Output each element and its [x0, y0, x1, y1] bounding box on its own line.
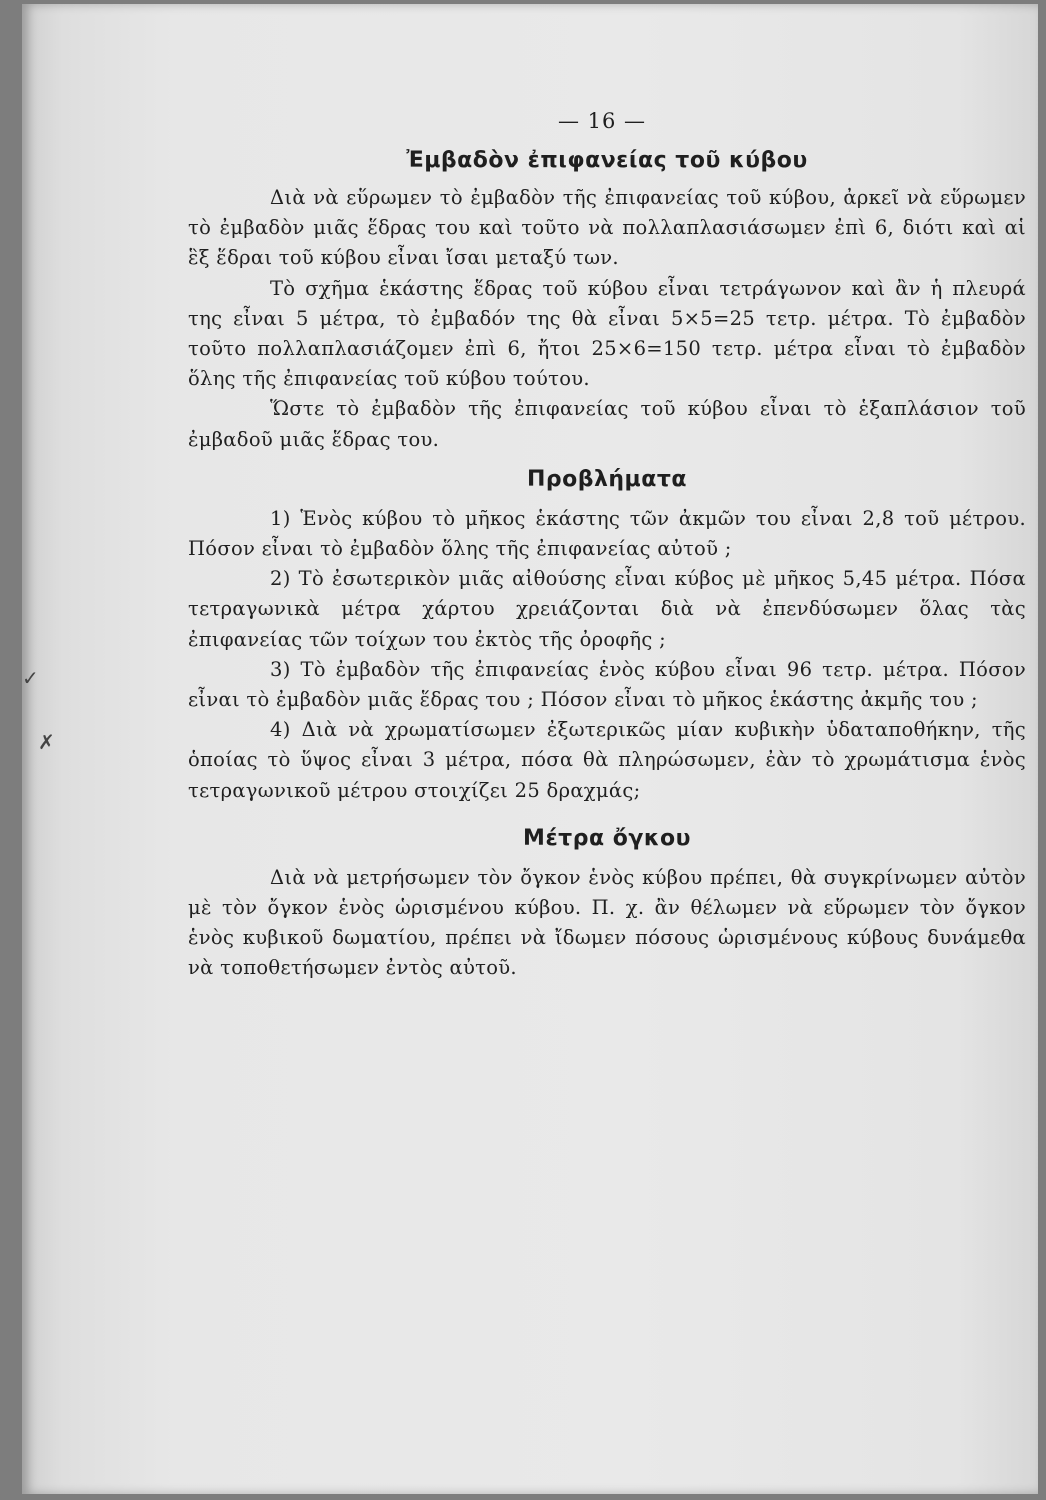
paragraph-surface-3: Ὥστε τὸ ἐμβαδὸν τῆς ἐπιφανείας τοῦ κύβου εἶναι τὸ ἑξαπλάσιον τοῦ ἐμβαδοῦ μιᾶς ἕδρας του. [188, 397, 1026, 451]
heading-volume-measures: Μέτρα ὄγκου [523, 825, 691, 851]
problem-2: 2) Τὸ ἐσωτερικὸν μιᾶς αἰθούσης εἶναι κύβος μὲ μῆκος 5,45 μέτρα. Πόσα τετραγωνικὰ μέτρα χάρτου χρειάζονται διὰ νὰ ἐπενδύσωμεν ὅλας τὰς ἐπιφανείας τῶν τοίχων του ἐκτὸς τῆς ὀροφῆς ; [188, 567, 1026, 651]
page-text [188, 104, 1026, 984]
problem-3: 3) Τὸ ἐμβαδὸν τῆς ἐπιφανείας ἑνὸς κύβου εἶναι 96 τετρ. μέτρα. Πόσον εἶναι τὸ ἐμβαδὸν μιᾶς ἕδρας του ; Πόσον εἶναι τὸ μῆκος ἑκάστης ἀκμῆς του ; [188, 657, 1026, 712]
handwritten-check-mark: ✓ [22, 666, 39, 690]
paragraph-volume: Διὰ νὰ μετρήσωμεν τὸν ὄγκον ἑνὸς κύβου πρέπει, θὰ συγκρίνωμεν αὐτὸν μὲ τὸν ὄγκον ἑνὸς ὡρισμένου κύβου. Π. χ. ἂν θέλωμεν νὰ εὕρωμεν τὸν ὄγκον ἑνὸς κυβικοῦ δωματίου, πρέπει νὰ ἴδωμεν πόσους ὡρισμένους κύβους δυνάμεθα νὰ τοποθετήσωμεν ἐντὸς αὐτοῦ. [188, 865, 1026, 980]
problem-4: 4) Διὰ νὰ χρωματίσωμεν ἐξωτερικῶς μίαν κυβικὴν ὑδαταποθήκην, τῆς ὁποίας τὸ ὕψος εἶναι 3 μέτρα, πόσα θὰ πληρώσωμεν, ἐὰν τὸ χρωμάτισμα ἑνὸς τετραγωνικοῦ μέτρου στοιχίζει 25 δραχμάς; [188, 718, 1026, 802]
page-number: — 16 — [557, 109, 647, 133]
problem-1: 1) Ἑνὸς κύβου τὸ μῆκος ἑκάστης τῶν ἀκμῶν του εἶναι 2,8 τοῦ μέτρου. Πόσον εἶναι τὸ ἐμβαδὸν ὅλης τῆς ἐπιφανείας αὐτοῦ ; [188, 506, 1026, 561]
heading-surface-area: Ἐμβαδὸν ἐπιφανείας τοῦ κύβου [406, 148, 808, 173]
paragraph-surface-1: Διὰ νὰ εὕρωμεν τὸ ἐμβαδὸν τῆς ἐπιφανείας τοῦ κύβου, ἀρκεῖ νὰ εὕρωμεν τὸ ἐμβαδὸν μιᾶς ἕδρας του καὶ τοῦτο νὰ πολλαπλασιάσωμεν ἐπὶ 6, διότι καὶ αἱ ἓξ ἕδραι τοῦ κύβου εἶναι ἴσαι μεταξύ των. [188, 186, 1026, 270]
book-page [22, 4, 1038, 1494]
heading-problems: Προβλήματα [526, 466, 688, 492]
handwritten-cross-mark: ✗ [38, 730, 55, 754]
paragraph-surface-2: Τὸ σχῆμα ἑκάστης ἕδρας τοῦ κύβου εἶναι τετράγωνον καὶ ἂν ἡ πλευρά της εἶναι 5 μέτρα, τὸ ἐμβαδόν της θὰ εἶναι 5×5=25 τετρ. μέτρα. Τὸ ἐμβαδὸν τοῦτο πολλαπλασιάζομεν ἐπὶ 6, ἤτοι 25×6=150 τετρ. μέτρα εἶναι τὸ ἐμβαδὸν ὅλης τῆς ἐπιφανείας τοῦ κύβου τούτου. [188, 276, 1026, 391]
